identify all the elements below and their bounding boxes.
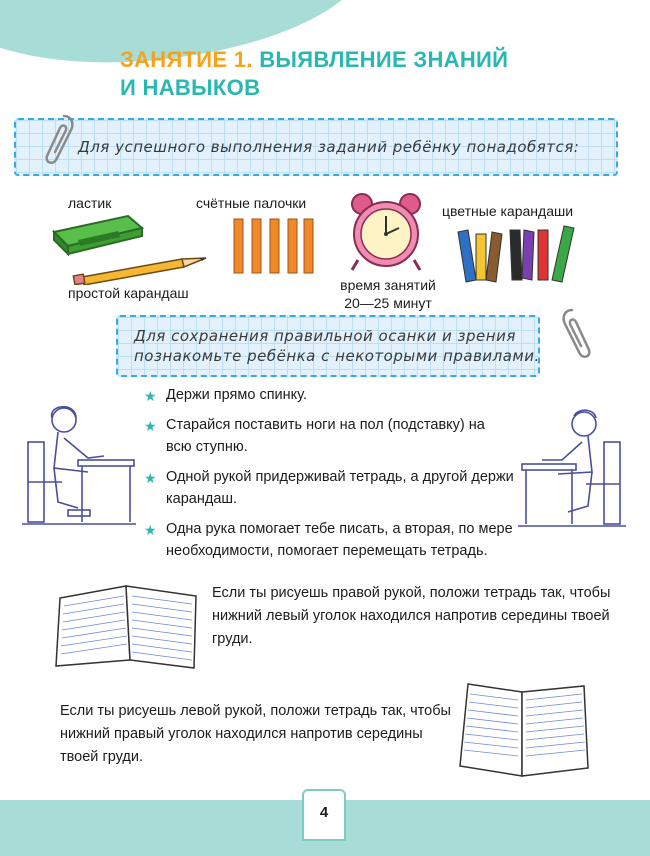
rule-text: Одна рука помогает тебе писать, а вторая, по мере необходимости, помогает перемещать тетрадь. xyxy=(166,521,513,559)
list-item xyxy=(144,466,514,510)
rule-text: Старайся поставить ноги на пол (подставку) на всю ступню. xyxy=(166,417,485,455)
rule-text: Держи прямо спинку. xyxy=(166,387,307,403)
list-item xyxy=(144,384,514,406)
counting-sticks-label: счётные палочки xyxy=(196,195,307,211)
eraser-icon xyxy=(48,210,148,258)
page-number: 4 xyxy=(319,804,329,821)
colored-pencils-label: цветные карандаши xyxy=(442,203,574,219)
page-title xyxy=(120,46,508,102)
title-part3: И НАВЫКОВ xyxy=(120,75,261,100)
pencil-label: простой карандаш xyxy=(68,285,189,301)
notebook-right-hand-icon xyxy=(52,580,202,672)
rule-text: Одной рукой придерживай тетрадь, а другой держи карандаш. xyxy=(166,469,514,507)
list-item xyxy=(144,518,514,562)
star-icon: ★ xyxy=(144,470,157,486)
right-hand-instruction: Если ты рисуешь правой рукой, положи тетрадь так, чтобы нижний левый уголок находился напротив середины твоей груди. xyxy=(212,585,611,647)
title-part1: ЗАНЯТИЕ 1. xyxy=(120,47,253,72)
star-icon: ★ xyxy=(144,522,157,538)
girl-at-desk-illustration xyxy=(18,398,138,530)
counting-sticks-icon xyxy=(228,215,320,275)
boy-at-desk-illustration xyxy=(518,402,628,530)
lesson-time xyxy=(333,276,443,312)
posture-banner-line1: Для сохранения правильной осанки и зрения xyxy=(134,327,516,345)
posture-banner-text xyxy=(134,326,540,366)
supplies-banner-text: Для успешного выполнения заданий ребёнку понадобятся: xyxy=(78,138,580,156)
paperclip-icon xyxy=(40,112,76,166)
eraser-label: ластик xyxy=(68,195,112,211)
notebook-left-hand-icon xyxy=(456,680,592,780)
lesson-time-value: 20—25 минут xyxy=(344,295,432,311)
lesson-time-label: время занятий xyxy=(340,277,436,293)
paperclip-icon xyxy=(560,306,596,360)
title-part2: ВЫЯВЛЕНИЕ ЗНАНИЙ xyxy=(259,47,509,72)
posture-banner-line2: познакомьте ребёнка с некоторыми правилами. xyxy=(134,347,540,365)
star-icon: ★ xyxy=(144,418,157,434)
rules-list xyxy=(144,384,514,570)
pencil-icon xyxy=(72,255,212,285)
alarm-clock-icon xyxy=(344,190,428,272)
colored-pencils-icon xyxy=(454,222,584,290)
list-item xyxy=(144,414,514,458)
left-hand-instruction: Если ты рисуешь левой рукой, положи тетрадь так, чтобы нижний правый уголок находился напротив середины твоей груди. xyxy=(60,703,451,765)
page-number-box xyxy=(302,789,346,841)
star-icon: ★ xyxy=(144,388,157,404)
